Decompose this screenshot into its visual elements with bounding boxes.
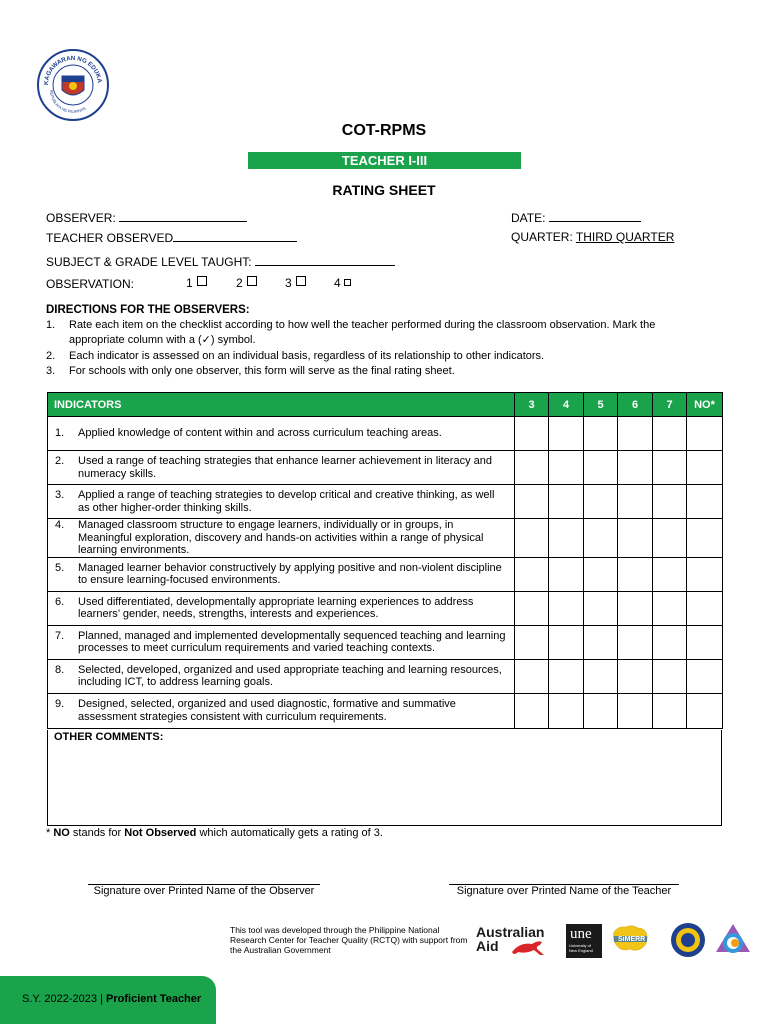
rating-cell[interactable]	[687, 417, 723, 451]
subject-field	[46, 254, 395, 269]
indicator-text: Planned, managed and implemented developmentally sequenced teaching and learning processes to meet curriculum requirements and varied teaching contexts.	[78, 629, 506, 654]
indicator-number: 1.	[55, 427, 65, 440]
rating-cell[interactable]	[618, 485, 653, 519]
indicator-cell	[48, 519, 515, 558]
australian-aid-logo	[476, 924, 558, 958]
observer-signature-label: Signature over Printed Name of the Observer	[93, 885, 315, 897]
rating-cell[interactable]	[687, 693, 723, 728]
rating-cell[interactable]	[515, 591, 549, 625]
option-3-label: 3	[285, 276, 292, 290]
rating-cell[interactable]	[549, 417, 584, 451]
table-row	[48, 485, 723, 519]
teacher-observed-line[interactable]	[173, 230, 297, 242]
header-rating-3: 3	[515, 393, 549, 417]
rating-cell[interactable]	[515, 557, 549, 591]
observation-option-1	[186, 276, 207, 290]
school-year-footer	[0, 976, 216, 1024]
seal-top-text: KAGAWARAN NG EDUKA	[42, 54, 103, 86]
option-4-checkbox[interactable]	[344, 279, 351, 286]
rating-cell[interactable]	[618, 659, 653, 693]
footnote-mid: stands for	[69, 827, 125, 839]
rating-cell[interactable]	[515, 659, 549, 693]
indicator-number: 7.	[55, 629, 65, 642]
indicator-number: 3.	[55, 489, 65, 501]
aus-aid-line1: Australian	[476, 924, 545, 940]
indicator-cell	[48, 659, 515, 693]
observation-option-4	[334, 276, 351, 290]
other-comments-label: OTHER COMMENTS:	[54, 731, 164, 743]
indicator-text: Selected, developed, organized and used appropriate teaching and learning resources, including ICT, to address learning goals.	[78, 663, 502, 688]
direction-item-3	[46, 364, 726, 379]
option-4-label: 4	[334, 276, 341, 290]
seal-bottom-text: REPUBLIKA NG PILIPINAS	[48, 89, 87, 115]
indicator-number: 5.	[55, 561, 65, 574]
direction-num: 3.	[46, 365, 56, 377]
rating-cell[interactable]	[549, 693, 584, 728]
document-subtitle: RATING SHEET	[332, 182, 436, 198]
header-indicators: INDICATORS	[48, 393, 515, 417]
quarter-value: THIRD QUARTER	[575, 230, 675, 244]
rating-cell[interactable]	[515, 625, 549, 659]
credit-text: This tool was developed through the Philippine National Research Center for Teacher Quality (RCTQ) with support from the Australian Government	[230, 925, 468, 955]
teacher-level: Proficient Teacher	[106, 993, 202, 1005]
date-label: DATE:	[511, 211, 546, 225]
rating-cell[interactable]	[687, 625, 723, 659]
observation-option-3	[285, 276, 306, 290]
rating-cell[interactable]	[653, 625, 687, 659]
footnote-end: which automatically gets a rating of 3.	[196, 827, 383, 839]
rating-cell[interactable]	[515, 519, 549, 558]
option-2-checkbox[interactable]	[247, 276, 257, 286]
rating-cell[interactable]	[618, 451, 653, 485]
rating-cell[interactable]	[653, 693, 687, 728]
une-logo	[566, 924, 602, 958]
table-header-row	[48, 393, 723, 417]
table-row	[48, 693, 723, 728]
document-title: COT-RPMS	[341, 122, 427, 139]
deped-seal-logo	[36, 48, 110, 122]
footnote	[46, 827, 383, 839]
rating-cell[interactable]	[549, 659, 584, 693]
rating-cell[interactable]	[515, 485, 549, 519]
rating-cell[interactable]	[584, 451, 618, 485]
footnote-star: *	[46, 827, 54, 839]
table-row	[48, 625, 723, 659]
table-row	[48, 519, 723, 558]
teacher-observed-field	[46, 230, 297, 245]
direction-text: Each indicator is assessed on an individual basis, regardless of its relationship to other indicators.	[69, 350, 545, 362]
rating-cell[interactable]	[618, 625, 653, 659]
option-1-label: 1	[186, 276, 193, 290]
direction-item-1	[46, 318, 726, 348]
table-row	[48, 557, 723, 591]
rating-cell[interactable]	[687, 485, 723, 519]
teacher-signature-label: Signature over Printed Name of the Teacher	[456, 885, 672, 897]
table-row	[48, 417, 723, 451]
une-sub-text: University of New England	[569, 943, 593, 953]
rating-cell[interactable]	[653, 451, 687, 485]
aus-aid-line2: Aid	[476, 938, 499, 954]
header-rating-5: 5	[584, 393, 618, 417]
observation-option-2	[236, 276, 257, 290]
rating-cell[interactable]	[653, 417, 687, 451]
header-rating-6: 6	[618, 393, 653, 417]
rating-cell[interactable]	[584, 625, 618, 659]
rating-cell[interactable]	[653, 519, 687, 558]
quarter-field	[511, 230, 674, 244]
rating-cell[interactable]	[549, 591, 584, 625]
direction-item-2	[46, 349, 726, 364]
rating-cell[interactable]	[653, 557, 687, 591]
rating-cell[interactable]	[584, 591, 618, 625]
rating-cell[interactable]	[687, 659, 723, 693]
footer-separator: |	[97, 993, 107, 1005]
directions-title: DIRECTIONS FOR THE OBSERVERS:	[46, 304, 250, 316]
simerr-text: SiMERR	[618, 936, 646, 943]
other-comments-box[interactable]	[47, 730, 722, 826]
indicator-cell	[48, 451, 515, 485]
rating-cell[interactable]	[653, 659, 687, 693]
subject-label: SUBJECT & GRADE LEVEL TAUGHT:	[46, 255, 252, 269]
indicator-text: Applied a range of teaching strategies to develop critical and creative thinking, as well as other higher-order thinking skills.	[78, 489, 495, 514]
rating-cell[interactable]	[618, 417, 653, 451]
rctq-seal-logo	[670, 922, 706, 958]
header-rating-7: 7	[653, 393, 687, 417]
rating-cell[interactable]	[549, 485, 584, 519]
direction-text: Rate each item on the checklist according to how well the teacher performed during the classroom observation. Mark the appropriate column with a (✓) symbol.	[69, 319, 656, 346]
subject-line[interactable]	[255, 254, 395, 266]
footnote-no: NO	[53, 827, 70, 839]
rating-cell[interactable]	[549, 451, 584, 485]
indicator-cell	[48, 625, 515, 659]
teacher-observed-label: TEACHER OBSERVED	[46, 231, 174, 245]
rating-cell[interactable]	[618, 693, 653, 728]
indicator-number: 8.	[55, 663, 65, 676]
rating-cell[interactable]	[515, 693, 549, 728]
indicator-text: Designed, selected, organized and used diagnostic, formative and summative assessment strategies consistent with curriculum requirements.	[78, 698, 456, 723]
indicator-cell	[48, 693, 515, 728]
rating-cell[interactable]	[584, 417, 618, 451]
indicators-table	[47, 392, 723, 729]
date-line[interactable]	[549, 210, 641, 222]
indicator-text: Used a range of teaching strategies that enhance learner achievement in literacy and numeracy skills.	[78, 455, 492, 480]
direction-num: 2.	[46, 350, 56, 362]
indicator-number: 2.	[55, 455, 65, 467]
rating-cell[interactable]	[653, 485, 687, 519]
header-not-observed: NO*	[687, 393, 723, 417]
date-field	[511, 210, 641, 225]
rating-cell[interactable]	[549, 557, 584, 591]
rating-cell[interactable]	[584, 693, 618, 728]
rating-cell[interactable]	[687, 451, 723, 485]
teacher-level-band: TEACHER I-III	[248, 152, 521, 169]
rating-cell[interactable]	[653, 591, 687, 625]
school-year: S.Y. 2022-2023	[22, 993, 98, 1005]
direction-text: For schools with only one observer, this form will serve as the final rating sheet.	[69, 365, 455, 377]
observer-label: OBSERVER:	[46, 211, 116, 225]
indicator-cell	[48, 557, 515, 591]
rating-cell[interactable]	[687, 557, 723, 591]
indicator-cell	[48, 591, 515, 625]
rating-cell[interactable]	[515, 417, 549, 451]
rating-cell[interactable]	[618, 591, 653, 625]
header-rating-4: 4	[549, 393, 584, 417]
indicator-number: 9.	[55, 698, 65, 710]
table-row	[48, 451, 723, 485]
indicator-cell	[48, 485, 515, 519]
footnote-not-observed: Not Observed	[124, 827, 197, 839]
option-3-checkbox[interactable]	[296, 276, 306, 286]
rating-cell[interactable]	[584, 557, 618, 591]
indicator-text: Used differentiated, developmentally appropriate learning experiences to address learners’ gender, needs, strengths, interests and experiences.	[78, 595, 474, 620]
rating-cell[interactable]	[584, 519, 618, 558]
observation-label: OBSERVATION:	[46, 277, 135, 291]
rating-cell[interactable]	[549, 519, 584, 558]
indicator-text: Managed classroom structure to engage learners, individually or in groups, in Meaningful exploration, discovery and hands-on activities within a range of physical learning environments.	[78, 519, 484, 556]
table-row	[48, 659, 723, 693]
indicator-number: 4.	[55, 519, 65, 531]
indicator-text: Applied knowledge of content within and across curriculum teaching areas.	[78, 427, 442, 440]
rating-cell[interactable]	[549, 625, 584, 659]
option-2-label: 2	[236, 276, 243, 290]
observer-line[interactable]	[119, 210, 247, 222]
observer-field	[46, 210, 247, 225]
indicator-number: 6.	[55, 595, 65, 608]
observation-field	[46, 277, 134, 291]
partner-logo	[714, 922, 752, 958]
rating-cell[interactable]	[687, 519, 723, 558]
rating-cell[interactable]	[618, 519, 653, 558]
une-main-text: une	[570, 926, 592, 942]
simerr-logo	[610, 922, 650, 958]
indicator-cell	[48, 417, 515, 451]
direction-num: 1.	[46, 319, 56, 331]
rating-cell[interactable]	[584, 485, 618, 519]
rating-cell[interactable]	[618, 557, 653, 591]
kangaroo-icon	[510, 938, 550, 958]
rating-cell[interactable]	[584, 659, 618, 693]
rating-cell[interactable]	[687, 591, 723, 625]
option-1-checkbox[interactable]	[197, 276, 207, 286]
table-row	[48, 591, 723, 625]
quarter-label: QUARTER:	[511, 230, 573, 244]
indicator-text: Managed learner behavior constructively by applying positive and non-violent discipline to ensure learning-focused environments.	[78, 561, 502, 586]
rating-cell[interactable]	[515, 451, 549, 485]
